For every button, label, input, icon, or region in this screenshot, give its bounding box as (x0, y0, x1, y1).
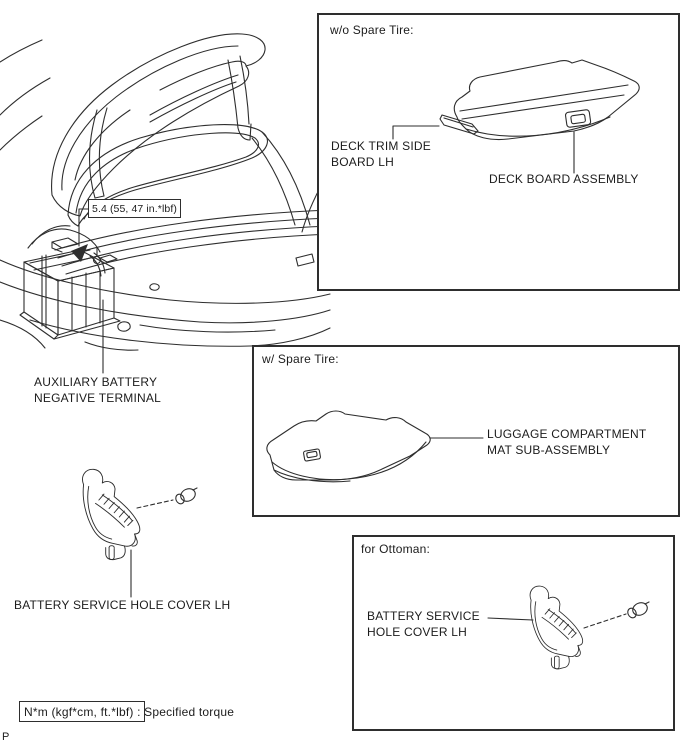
car-trunk-battery-illustration (0, 20, 330, 375)
torque-spec-callout (88, 199, 181, 218)
push-clip-icon (626, 600, 649, 619)
deck-trim-side-board-label: DECK TRIM SIDE BOARD LH (331, 139, 431, 169)
luggage-mat-panel (267, 411, 430, 482)
section-title-with-spare: w/ Spare Tire: (262, 352, 339, 366)
push-clip-icon (174, 486, 197, 505)
deck-board-panel (454, 60, 639, 140)
battery-cover-ottoman-label: BATTERY SERVICE HOLE COVER LH (367, 609, 480, 639)
battery-cover-ottoman-illustration (480, 580, 675, 685)
torque-spec-text: 5.4 (55, 47 in.*lbf) (92, 202, 177, 215)
aux-battery-terminal-label: AUXILIARY BATTERY NEGATIVE TERMINAL (34, 375, 161, 405)
cover-ottoman-leader-line (488, 618, 533, 620)
deck-board-assembly-label: DECK BOARD ASSEMBLY (489, 172, 639, 186)
luggage-mat-illustration (260, 400, 490, 495)
section-title-without-spare: w/o Spare Tire: (330, 23, 414, 37)
fastener-axis-line (584, 614, 626, 628)
fastener-axis-line (137, 500, 173, 508)
battery-cover-left-illustration (55, 450, 220, 600)
page-mark: P (2, 731, 10, 743)
luggage-mat-label: LUGGAGE COMPARTMENT MAT SUB-ASSEMBLY (487, 427, 647, 457)
battery-cover-left-label: BATTERY SERVICE HOLE COVER LH (14, 598, 231, 612)
trunk-hinge-arms (90, 56, 251, 198)
section-title-ottoman: for Ottoman: (361, 542, 431, 556)
torque-legend-text: N*m (kgf*cm, ft.*lbf) : Specified torque (24, 705, 235, 719)
